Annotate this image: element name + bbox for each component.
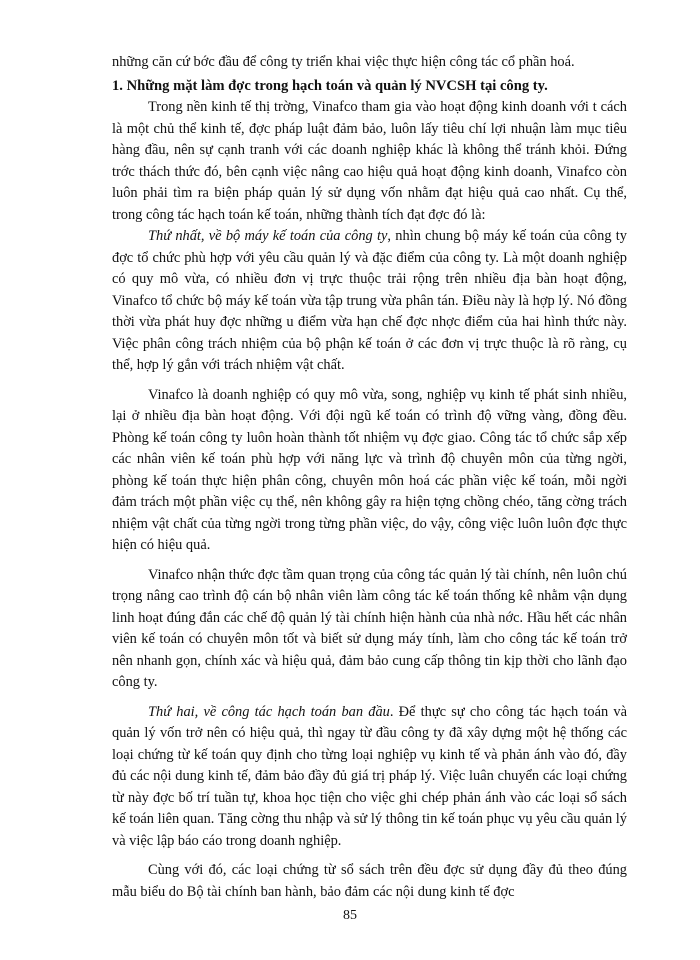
body-paragraph-5: [112, 702, 627, 853]
intro-paragraph: những căn cứ bớc đầu để công ty triển khai việc thực hiện công tác cổ phần hoá.: [112, 54, 575, 70]
body-paragraph-4: Vinafco nhận thức đợc tầm quan trọng của công tác quản lý tài chính, nên luôn chú trọng nâng cao trình độ cán bộ nhân viên làm công tác kế toán thống kê nhằm vận dụng linh hoạt đúng đắn các chế độ quản lý tài chính hiện hành của nhà nớc. Hầu hết các nhân viên kế toán có chuyên môn tốt và biết sử dụng máy tính, làm cho công tác kế toán trở nên nhanh gọn, chính xác và hiệu quả, đảm bảo cung cấp thông tin kịp thời cho lãnh đạo công ty.: [112, 566, 627, 690]
body-paragraph-3: Vinafco là doanh nghiệp có quy mô vừa, song, nghiệp vụ kinh tế phát sinh nhiều, lại ở nhiều địa bàn hoạt động. Với đội ngũ kế toán có trình độ vững vàng, đồng đều. Phòng kế toán công ty luôn hoàn thành tốt nhiệm vụ đợc giao. Công tác tổ chức sắp xếp các nhân viên kế toán phù hợp với năng lực và trình độ chuyên môn của từng ngời, phòng kế toán thực hiện phân công, chuyên môn hoá các phần việc kế toán, mỗi ngời đảm trách một phần việc cụ thể, nên không gây ra hiện tợng chồng chéo, tăng cờng trách nhiệm vật chất của từng ngời trong từng phần việc, do vậy, công việc luôn luôn đợc thực hiện có hiệu quả.: [112, 386, 627, 553]
section-heading: 1. Những mặt làm đợc trong hạch toán và quản lý NVCSH tại công ty.: [112, 77, 548, 94]
paragraph-lead-second: Thứ hai, về công tác hạch toán ban đầu: [148, 703, 390, 720]
body-paragraph-1: Trong nền kinh tế thị trờng, Vinafco tham gia vào hoạt động kinh doanh với t cách là một chủ thể kinh tế, đợc pháp luật đảm bảo, luôn lấy tiêu chí lợi nhuận làm mục tiêu hàng đầu, nên sự cạnh tranh với các doanh nghiệp khác là không thể tránh khỏi. Đứng trớc thách thức đó, bên cạnh việc nâng cao hiệu quả hoạt động kinh doanh, Vinafco còn luôn phải tìm ra biện pháp quản lý sử dụng vốn nhằm đạt hiệu quả cao nhất. Cụ thể, trong công tác hạch toán kế toán, những thành tích đạt đợc đó là:: [112, 99, 627, 223]
paragraph-body-text: . Để thực sự cho công tác hạch toán và quản lý vốn trở nên có hiệu quả, thì ngay từ đầu công ty đã xây dựng một hệ thống các loại chứng từ kế toán quy định cho từng loại nghiệp vụ kinh tế và phản ánh vào đó, đầy đủ các nội dung kinh tế, đảm bảo đầy đủ giá trị pháp lý. Việc luân chuyển các loại chứng từ này đợc bố trí tuần tự, khoa học tiện cho việc ghi chép phản ánh vào các loại sổ sách kế toán liên quan. Tăng cờng thu nhập và sử lý thông tin kế toán phục vụ yêu cầu quản lý và việc lập báo cáo trong doanh nghiệp.: [112, 703, 628, 849]
page-number: 85: [343, 908, 357, 923]
body-paragraph-6: Cùng với đó, các loại chứng từ sổ sách trên đều đợc sử dụng đầy đủ theo đúng mẫu biểu do Bộ tài chính ban hành, bảo đảm các nội dung kinh tế đợc: [112, 862, 627, 900]
paragraph-body-text: , nhìn chung bộ máy kế toán của công ty đợc tổ chức phù hợp với yêu cầu quản lý và đặc điểm của công ty. Là một doanh nghiệp có quy mô vừa, có nhiều đơn vị trực thuộc trải rộng trên nhiều địa bàn hoạt động, Vinafco tổ chức bộ máy kế toán vừa tập trung vừa phân tán. Điều này là hợp lý. Nó đồng thời vừa phát huy đợc những u điểm vừa hạn chế đợc nhợc điểm của hai hình thức này. Việc phân công trách nhiệm của bộ phận kế toán ở các đơn vị trực thuộc là rõ ràng, cụ thể, hợp lý gắn với trách nhiệm vật chất.: [112, 228, 627, 373]
body-paragraph-2: [112, 226, 627, 377]
paragraph-lead-first: Thứ nhất, về bộ máy kế toán của công ty: [148, 228, 388, 244]
